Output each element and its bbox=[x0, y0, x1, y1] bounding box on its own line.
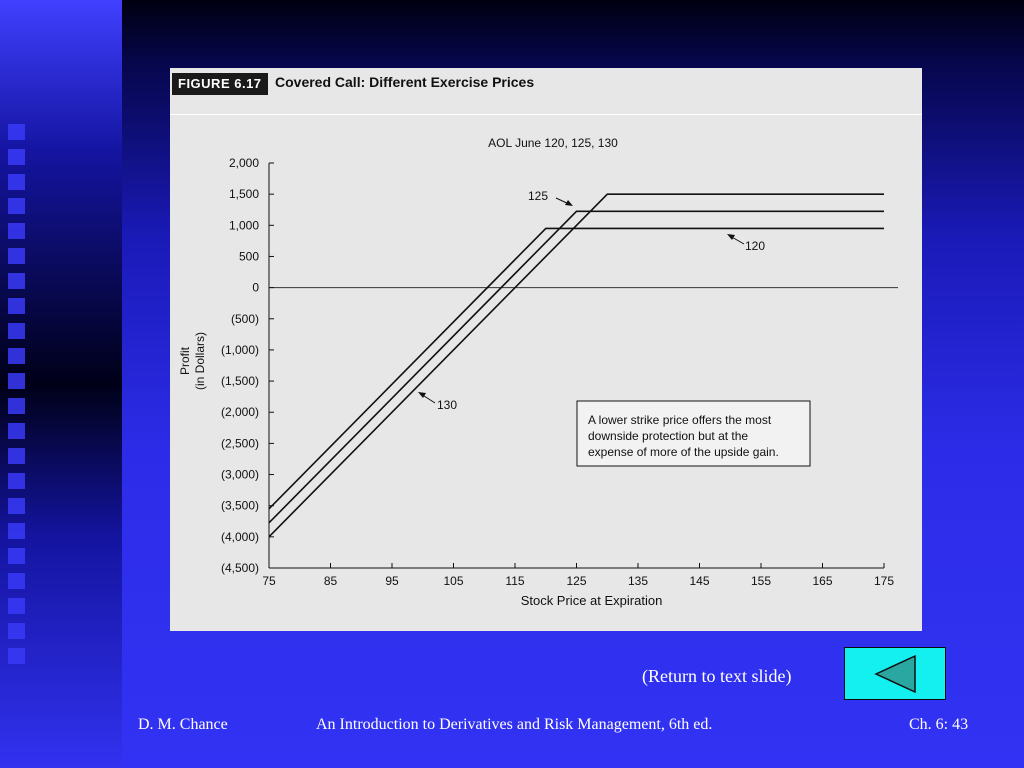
x-tick-label: 105 bbox=[443, 574, 464, 588]
y-tick-label: (2,500) bbox=[220, 436, 259, 451]
arrow-head-125 bbox=[565, 200, 573, 206]
x-tick-label: 145 bbox=[689, 574, 710, 588]
annotation-line: downside protection but at the bbox=[588, 429, 749, 443]
square-decoration bbox=[8, 523, 25, 539]
square-decoration bbox=[8, 548, 25, 564]
arrow-head-130 bbox=[418, 392, 426, 398]
square-decoration bbox=[8, 598, 25, 614]
covered-call-chart bbox=[170, 68, 922, 631]
x-tick-label: 135 bbox=[627, 574, 649, 588]
square-decoration bbox=[8, 323, 25, 339]
x-tick-label: 175 bbox=[873, 574, 895, 588]
figure-panel bbox=[170, 68, 922, 631]
x-tick-label: 75 bbox=[262, 574, 276, 588]
y-tick-label: 1,500 bbox=[228, 187, 259, 202]
y-tick-label: (4,500) bbox=[220, 561, 259, 575]
square-decoration bbox=[8, 124, 25, 140]
series-label-130: 130 bbox=[437, 398, 458, 412]
y-tick-label: 2,000 bbox=[228, 156, 259, 170]
y-tick-label: (3,500) bbox=[220, 498, 259, 513]
y-axis-label: (in Dollars) bbox=[193, 331, 207, 391]
y-tick-label: (500) bbox=[230, 311, 259, 326]
figure-number: FIGURE 6.17 bbox=[172, 73, 268, 95]
footer-book-title: An Introduction to Derivatives and Risk Management, 6th ed. bbox=[316, 716, 713, 733]
annotation-line: expense of more of the upside gain. bbox=[588, 445, 779, 459]
x-tick-label: 125 bbox=[566, 574, 587, 588]
axes bbox=[178, 156, 898, 608]
arrow-head-120 bbox=[727, 234, 735, 240]
return-label[interactable]: (Return to text slide) bbox=[642, 666, 792, 686]
square-decoration bbox=[8, 198, 25, 214]
square-decoration bbox=[8, 423, 25, 439]
x-tick-label: 95 bbox=[385, 574, 399, 588]
square-decoration bbox=[8, 648, 25, 664]
y-tick-label: (2,000) bbox=[220, 405, 259, 420]
y-tick-label: (3,000) bbox=[220, 467, 259, 482]
square-decoration bbox=[8, 149, 25, 165]
footer-page-number: Ch. 6: 43 bbox=[909, 716, 969, 733]
annotations bbox=[418, 189, 810, 466]
square-decoration bbox=[8, 573, 25, 589]
y-tick-label: 500 bbox=[238, 249, 259, 264]
return-button[interactable] bbox=[844, 647, 946, 700]
square-decoration bbox=[8, 473, 25, 489]
y-tick-label: 1,000 bbox=[228, 218, 259, 233]
chart-title: AOL June 120, 125, 130 bbox=[488, 136, 618, 150]
y-tick-label: (1,500) bbox=[220, 374, 259, 389]
square-decoration bbox=[8, 174, 25, 190]
series-line-130 bbox=[269, 194, 884, 537]
y-axis-label: Profit bbox=[178, 346, 192, 376]
square-decoration bbox=[8, 248, 25, 264]
series-label-120: 120 bbox=[745, 239, 766, 253]
y-tick-label: (1,000) bbox=[220, 342, 259, 357]
y-tick-label: (4,000) bbox=[220, 529, 259, 544]
x-tick-label: 85 bbox=[323, 574, 338, 588]
square-decoration bbox=[8, 298, 25, 314]
square-decoration bbox=[8, 348, 25, 364]
square-decoration bbox=[8, 498, 25, 514]
square-decoration bbox=[8, 223, 25, 239]
square-decoration bbox=[8, 448, 25, 464]
annotation-line: A lower strike price offers the most bbox=[588, 413, 772, 427]
series-line-120 bbox=[269, 228, 884, 508]
x-axis-label: Stock Price at Expiration bbox=[520, 593, 663, 608]
square-decoration bbox=[8, 373, 25, 389]
footer-author: D. M. Chance bbox=[138, 716, 228, 733]
figure-title: Covered Call: Different Exercise Prices bbox=[275, 74, 535, 90]
series-line-125 bbox=[269, 211, 884, 523]
top-band bbox=[122, 0, 1024, 60]
square-decoration bbox=[8, 273, 25, 289]
x-tick-label: 165 bbox=[812, 574, 833, 588]
series-label-125: 125 bbox=[528, 189, 549, 203]
x-tick-label: 155 bbox=[750, 574, 772, 588]
left-triangle-icon bbox=[845, 648, 945, 699]
x-tick-label: 115 bbox=[505, 574, 525, 588]
square-decoration bbox=[8, 398, 25, 414]
square-decoration bbox=[8, 623, 25, 639]
y-tick-label: 0 bbox=[252, 280, 259, 295]
series-lines bbox=[269, 194, 884, 537]
